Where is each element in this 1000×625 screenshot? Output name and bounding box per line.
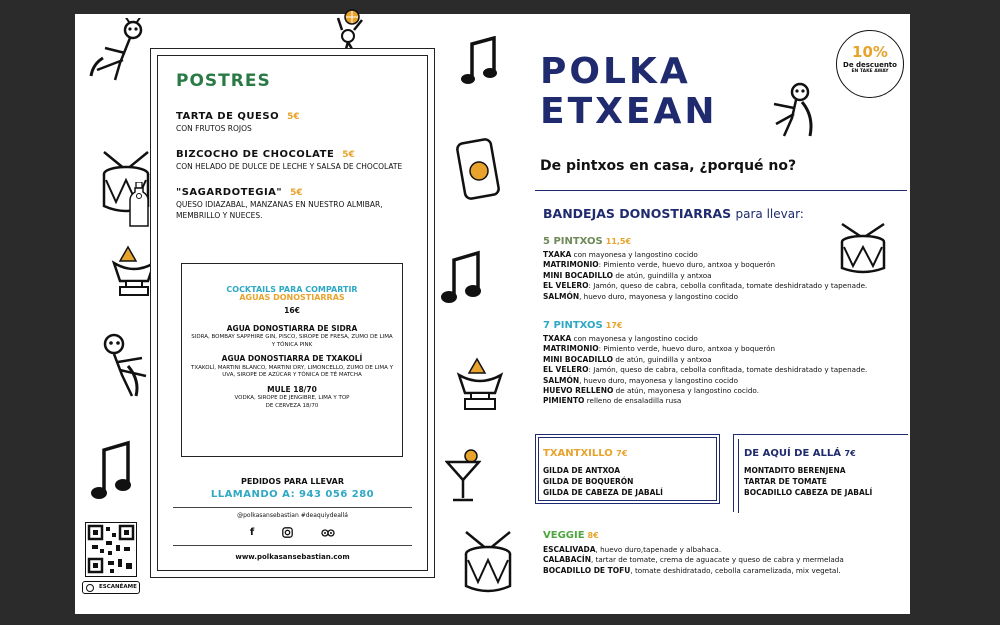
list-item: BOCADILLO DE TOFU, tomate deshidratado, cebolla caramelizada, mix vegetal.: [543, 565, 841, 575]
deaqui-box: [733, 434, 908, 512]
cocktails-subtitle: AGUAS DONOSTIARRAS: [239, 292, 345, 302]
dessert-item: [176, 111, 300, 134]
dessert-name: "SAGARDOTEGIA": [176, 187, 283, 198]
txantxillo-list: [543, 465, 663, 498]
cocktail-name: MULE 18/70: [267, 384, 317, 394]
ant-illustration: [770, 80, 830, 142]
social-icons: [151, 527, 434, 541]
tripadvisor-icon[interactable]: [321, 527, 335, 541]
music-note-icon: [90, 440, 134, 502]
camera-icon: [86, 584, 94, 592]
tagline: De pintxos en casa, ¿porqué no?: [540, 158, 797, 174]
section-7-pintxos: 7 PINTXOS 17€: [543, 320, 623, 331]
dessert-desc: CON HELADO DE DULCE DE LECHE Y SALSA DE CHOCOLATE: [176, 162, 403, 171]
deaqui-title: DE AQUÍ DE ALLÁ 7€: [744, 448, 856, 459]
list-item: BOCADILLO CABEZA DE JABALÍ: [744, 488, 873, 497]
nachos-bowl-icon: [455, 355, 505, 415]
txantxillo-box: [535, 434, 720, 504]
section-5-pintxos: 5 PINTXOS 11,5€: [543, 236, 632, 247]
bottle-illustration: [128, 182, 150, 224]
list-item: EL VELERO: Jamón, queso de cabra, cebolla confitada, tomate deshidratado y tapenade.: [543, 281, 868, 291]
veggie-list: [543, 545, 844, 576]
list-item: CALABACÍN, tartar de tomate, crema de aguacate y queso de cabra y mermelada: [543, 555, 844, 565]
txantxillo-title: TXANTXILLO 7€: [543, 448, 628, 459]
cocktail-name: AGUA DONOSTIARRA DE TXAKOLÍ: [221, 354, 363, 363]
list-item: GILDA DE ANTXOA: [543, 466, 621, 475]
list-item: MINI BOCADILLO de atún, guindilla y antxoa: [543, 270, 712, 280]
brand-line-1: POLKA: [540, 51, 691, 92]
qr-code[interactable]: [85, 522, 137, 577]
pintxos-list: [543, 250, 867, 302]
social-handle: @polkasansebastian #deaquiydeallá: [237, 512, 348, 519]
list-item: MATRIMONIO: Pimiento verde, huevo duro, antxoa y boquerón: [543, 260, 776, 270]
dessert-item: [176, 149, 402, 172]
discount-text: De descuento: [843, 61, 897, 69]
dessert-price: 5€: [290, 188, 303, 198]
list-item: SALMÓN, huevo duro, mayonesa y langostino cocido: [543, 291, 739, 301]
facebook-icon[interactable]: f: [249, 527, 255, 538]
list-item: MINI BOCADILLO de atún, guindilla y antxoa: [543, 354, 712, 364]
divider: [173, 507, 412, 508]
list-item: EL VELERO: Jamón, queso de cabra, cebolla confitada, tomate deshidratado y tapenade.: [543, 365, 868, 375]
instagram-icon[interactable]: [282, 527, 293, 541]
cocktails-box: [181, 263, 403, 457]
box-inner-border: [738, 439, 740, 513]
pintxos-list: [543, 334, 867, 407]
list-item: TARTAR DE TOMATE: [744, 477, 827, 486]
dessert-price: 5€: [342, 150, 355, 160]
pedidos-label: PEDIDOS PARA LLEVAR: [240, 477, 345, 486]
list-item: TXAKA con mayonesa y langostino cocido: [543, 250, 698, 259]
list-item: HUEVO RELLENO de atún, mayonesa y langostino cocido.: [543, 386, 759, 396]
scan-me-label: ESCANÉAME: [82, 581, 140, 594]
dessert-desc: CON FRUTOS ROJOS: [176, 124, 252, 133]
soda-can-icon: [455, 135, 501, 201]
dessert-name: BIZCOCHO DE CHOCOLATE: [176, 149, 335, 160]
discount-subtext: EN TAKE AWAY: [851, 69, 889, 74]
cocktail-desc: SIDRA, BOMBAY SAPPHIRE GIN, PISCO, SIROPE DE FRESA, ZUMO DE LIMA Y TÓNICA PINK: [191, 334, 393, 348]
discount-percent: 10%: [852, 43, 888, 61]
cocktail-name: AGUA DONOSTIARRA DE SIDRA: [226, 323, 358, 333]
dessert-name: TARTA DE QUESO: [176, 111, 280, 122]
list-item: SALMÓN, huevo duro, mayonesa y langostino cocido: [543, 375, 739, 385]
ant-illustration: [92, 330, 152, 400]
list-item: PIMIENTO relleno de ensaladilla rusa: [543, 396, 682, 406]
bandejas-title: BANDEJAS DONOSTIARRAS para llevar:: [543, 206, 804, 221]
dessert-item: [176, 187, 411, 221]
list-item: TXAKA con mayonesa y langostino cocido: [543, 334, 698, 343]
list-item: MATRIMONIO: Pimiento verde, huevo duro, antxoa y boquerón: [543, 344, 776, 354]
dessert-desc: QUESO IDIAZABAL, MANZANAS EN NUESTRO ALMIBAR, MEMBRILLO Y NUECES.: [176, 200, 383, 220]
list-item: MONTADITO BERENJENA: [744, 466, 846, 475]
website-link[interactable]: www.polkasansebastian.com: [235, 553, 350, 561]
cocktail-desc: VODKA, SIROPE DE JENGIBRE, LIMA Y TOP DE CERVEZA 18/70: [234, 395, 350, 409]
cocktail-glass-icon: [445, 448, 481, 504]
postres-card: [150, 48, 435, 578]
divider: [535, 190, 907, 191]
phone-number[interactable]: LLAMANDO A: 943 056 280: [210, 489, 375, 500]
list-item: ESCALIVADA, huevo duro,tapenade y albahaca.: [543, 545, 722, 554]
drum-icon: [462, 530, 514, 596]
cocktail-desc: TXAKOLÍ, MARTINI BLANCO, MARTINI DRY, LIMONCELLO, ZUMO DE LIMA Y UVA, SIROPE DE AZÚCAR Y TÓNICA DE TÉ MATCHA: [191, 364, 393, 378]
divider: [173, 545, 412, 546]
section-veggie: VEGGIE 8€: [543, 530, 599, 541]
deaqui-list: [744, 465, 872, 498]
discount-badge: [836, 30, 904, 98]
postres-title: POSTRES: [176, 71, 271, 91]
brand-title: [540, 52, 718, 132]
list-item: GILDA DE BOQUERÓN: [543, 477, 634, 486]
list-item: GILDA DE CABEZA DE JABALÍ: [543, 488, 663, 497]
dessert-price: 5€: [287, 112, 300, 122]
cocktails-price: 16€: [284, 306, 300, 315]
brand-line-2: ETXEAN: [540, 91, 718, 132]
ant-illustration: [85, 18, 155, 88]
cocktails-title: COCKTAILS PARA COMPARTIR: [226, 285, 358, 294]
music-note-icon: [440, 250, 484, 306]
music-note-icon: [460, 36, 500, 88]
